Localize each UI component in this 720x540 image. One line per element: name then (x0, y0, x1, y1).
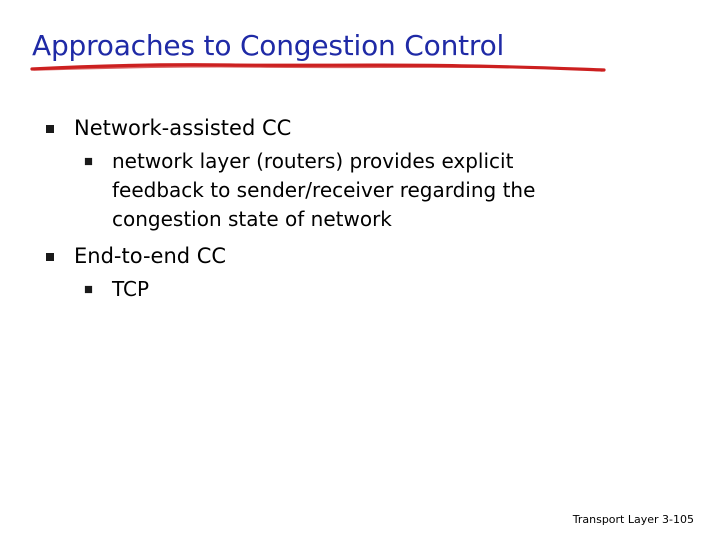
square-bullet-icon (45, 124, 55, 134)
slide-title: Approaches to Congestion Control (32, 29, 505, 62)
bullet-text: End-to-end CC (74, 244, 227, 268)
square-bullet-icon (84, 285, 93, 294)
bullet-item (112, 275, 149, 304)
bullet-item (74, 241, 226, 271)
bullet-item (74, 113, 291, 143)
bullet-text: Network-assisted CC (74, 116, 292, 140)
bullet-item (112, 147, 535, 234)
square-bullet-icon (45, 252, 55, 262)
slide-footer: Transport Layer 3-105 (572, 513, 694, 526)
title-underline-stroke-shadow (34, 67, 602, 71)
square-bullet-icon (84, 157, 93, 166)
bullet-text: TCP (112, 277, 150, 301)
title-underline (30, 60, 606, 76)
bullet-text: network layer (routers) provides explicit feedback to sender/receiver regarding the congestion state of network (112, 149, 536, 231)
